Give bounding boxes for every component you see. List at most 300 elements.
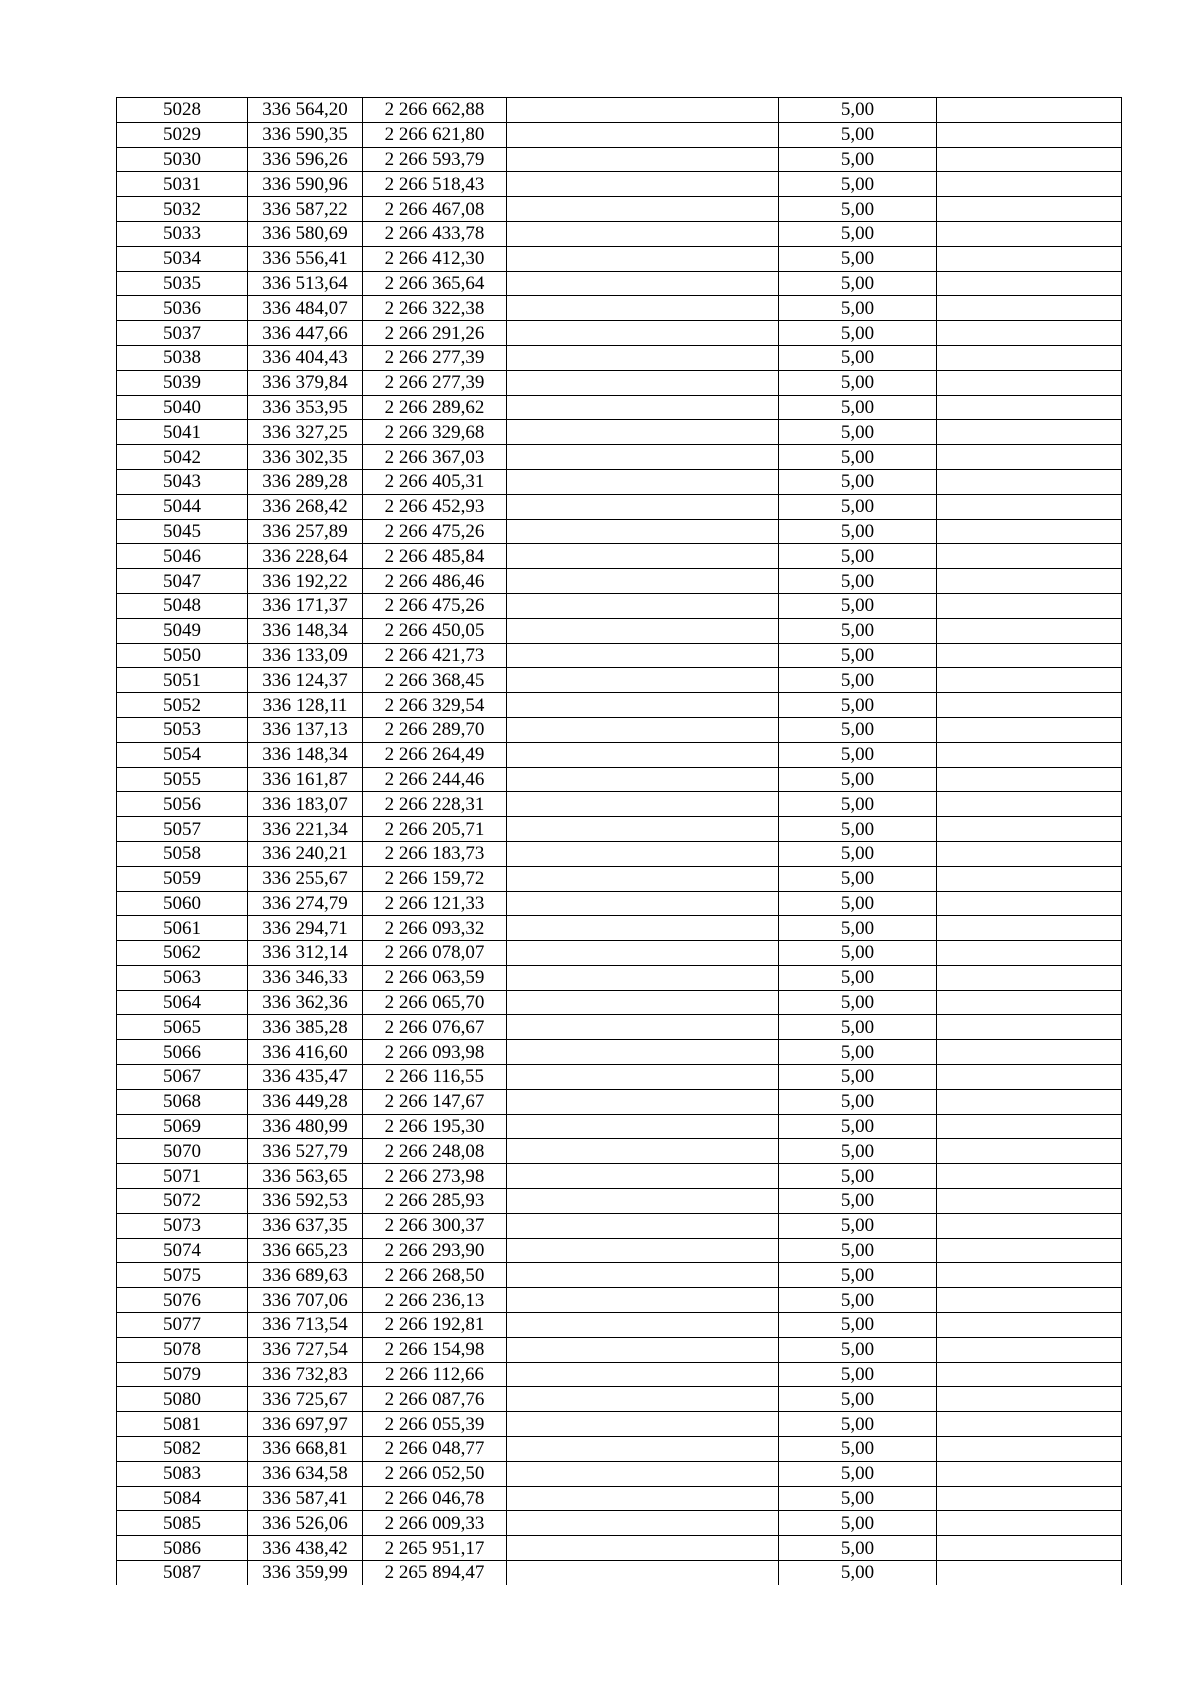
y-coordinate-cell: 2 266 367,03 [363, 445, 507, 470]
empty-cell [937, 1288, 1122, 1313]
empty-cell [507, 345, 779, 370]
x-coordinate-cell: 336 556,41 [248, 246, 363, 271]
y-coordinate-cell: 2 266 063,59 [363, 965, 507, 990]
point-number-cell: 5035 [117, 271, 248, 296]
accuracy-cell: 5,00 [779, 246, 937, 271]
x-coordinate-cell: 336 255,67 [248, 866, 363, 891]
y-coordinate-cell: 2 266 264,49 [363, 742, 507, 767]
point-number-cell: 5033 [117, 221, 248, 246]
accuracy-cell: 5,00 [779, 271, 937, 296]
empty-cell [937, 1437, 1122, 1462]
x-coordinate-cell: 336 289,28 [248, 469, 363, 494]
point-number-cell: 5071 [117, 1164, 248, 1189]
y-coordinate-cell: 2 266 329,68 [363, 420, 507, 445]
point-number-cell: 5072 [117, 1189, 248, 1214]
accuracy-cell: 5,00 [779, 1213, 937, 1238]
point-number-cell: 5053 [117, 717, 248, 742]
accuracy-cell: 5,00 [779, 420, 937, 445]
table-row [117, 1461, 1122, 1486]
table-row [117, 1238, 1122, 1263]
y-coordinate-cell: 2 266 662,88 [363, 98, 507, 123]
table-row [117, 197, 1122, 222]
empty-cell [507, 98, 779, 123]
y-coordinate-cell: 2 266 452,93 [363, 494, 507, 519]
empty-cell [507, 469, 779, 494]
x-coordinate-cell: 336 228,64 [248, 544, 363, 569]
x-coordinate-cell: 336 590,35 [248, 122, 363, 147]
empty-cell [937, 767, 1122, 792]
point-number-cell: 5070 [117, 1139, 248, 1164]
x-coordinate-cell: 336 148,34 [248, 618, 363, 643]
empty-cell [507, 841, 779, 866]
empty-cell [937, 1238, 1122, 1263]
x-coordinate-cell: 336 596,26 [248, 147, 363, 172]
table-row [117, 544, 1122, 569]
y-coordinate-cell: 2 266 052,50 [363, 1461, 507, 1486]
point-number-cell: 5080 [117, 1387, 248, 1412]
y-coordinate-cell: 2 266 486,46 [363, 569, 507, 594]
point-number-cell: 5085 [117, 1511, 248, 1536]
accuracy-cell: 5,00 [779, 345, 937, 370]
empty-cell [507, 197, 779, 222]
y-coordinate-cell: 2 266 593,79 [363, 147, 507, 172]
y-coordinate-cell: 2 266 048,77 [363, 1437, 507, 1462]
y-coordinate-cell: 2 266 293,90 [363, 1238, 507, 1263]
table-row [117, 1412, 1122, 1437]
point-number-cell: 5067 [117, 1065, 248, 1090]
empty-cell [937, 1313, 1122, 1338]
empty-cell [937, 1337, 1122, 1362]
empty-cell [937, 1213, 1122, 1238]
accuracy-cell: 5,00 [779, 221, 937, 246]
empty-cell [937, 1114, 1122, 1139]
y-coordinate-cell: 2 266 183,73 [363, 841, 507, 866]
y-coordinate-cell: 2 266 329,54 [363, 693, 507, 718]
y-coordinate-cell: 2 266 405,31 [363, 469, 507, 494]
accuracy-cell: 5,00 [779, 916, 937, 941]
point-number-cell: 5037 [117, 321, 248, 346]
accuracy-cell: 5,00 [779, 990, 937, 1015]
point-number-cell: 5050 [117, 643, 248, 668]
empty-cell [937, 172, 1122, 197]
x-coordinate-cell: 336 124,37 [248, 668, 363, 693]
accuracy-cell: 5,00 [779, 494, 937, 519]
y-coordinate-cell: 2 266 412,30 [363, 246, 507, 271]
empty-cell [937, 98, 1122, 123]
y-coordinate-cell: 2 265 951,17 [363, 1536, 507, 1561]
x-coordinate-cell: 336 416,60 [248, 1040, 363, 1065]
point-number-cell: 5049 [117, 618, 248, 643]
empty-cell [507, 1065, 779, 1090]
empty-cell [937, 395, 1122, 420]
accuracy-cell: 5,00 [779, 1015, 937, 1040]
table-row [117, 643, 1122, 668]
x-coordinate-cell: 336 590,96 [248, 172, 363, 197]
x-coordinate-cell: 336 526,06 [248, 1511, 363, 1536]
empty-cell [507, 1288, 779, 1313]
empty-cell [937, 916, 1122, 941]
table-row [117, 98, 1122, 123]
point-number-cell: 5046 [117, 544, 248, 569]
y-coordinate-cell: 2 266 116,55 [363, 1065, 507, 1090]
table-row [117, 618, 1122, 643]
empty-cell [937, 1387, 1122, 1412]
y-coordinate-cell: 2 266 154,98 [363, 1337, 507, 1362]
accuracy-cell: 5,00 [779, 1288, 937, 1313]
table-row [117, 1040, 1122, 1065]
point-number-cell: 5047 [117, 569, 248, 594]
empty-cell [507, 1337, 779, 1362]
empty-cell [937, 1189, 1122, 1214]
point-number-cell: 5031 [117, 172, 248, 197]
empty-cell [937, 1412, 1122, 1437]
y-coordinate-cell: 2 266 365,64 [363, 271, 507, 296]
y-coordinate-cell: 2 266 009,33 [363, 1511, 507, 1536]
accuracy-cell: 5,00 [779, 1511, 937, 1536]
accuracy-cell: 5,00 [779, 1089, 937, 1114]
coordinates-table [116, 97, 1122, 1585]
x-coordinate-cell: 336 697,97 [248, 1412, 363, 1437]
point-number-cell: 5065 [117, 1015, 248, 1040]
accuracy-cell: 5,00 [779, 817, 937, 842]
empty-cell [937, 1561, 1122, 1585]
empty-cell [937, 197, 1122, 222]
accuracy-cell: 5,00 [779, 569, 937, 594]
x-coordinate-cell: 336 327,25 [248, 420, 363, 445]
x-coordinate-cell: 336 587,22 [248, 197, 363, 222]
table-row [117, 321, 1122, 346]
x-coordinate-cell: 336 689,63 [248, 1263, 363, 1288]
y-coordinate-cell: 2 266 518,43 [363, 172, 507, 197]
x-coordinate-cell: 336 564,20 [248, 98, 363, 123]
empty-cell [937, 668, 1122, 693]
y-coordinate-cell: 2 266 475,26 [363, 593, 507, 618]
y-coordinate-cell: 2 266 291,26 [363, 321, 507, 346]
empty-cell [937, 445, 1122, 470]
table-row [117, 891, 1122, 916]
accuracy-cell: 5,00 [779, 965, 937, 990]
table-row [117, 370, 1122, 395]
table-row [117, 469, 1122, 494]
empty-cell [937, 271, 1122, 296]
table-row [117, 519, 1122, 544]
table-row [117, 841, 1122, 866]
point-number-cell: 5032 [117, 197, 248, 222]
empty-cell [507, 544, 779, 569]
y-coordinate-cell: 2 266 228,31 [363, 792, 507, 817]
x-coordinate-cell: 336 447,66 [248, 321, 363, 346]
table-row [117, 296, 1122, 321]
x-coordinate-cell: 336 435,47 [248, 1065, 363, 1090]
table-row [117, 941, 1122, 966]
accuracy-cell: 5,00 [779, 1461, 937, 1486]
table-row [117, 717, 1122, 742]
empty-cell [507, 1189, 779, 1214]
x-coordinate-cell: 336 727,54 [248, 1337, 363, 1362]
empty-cell [937, 618, 1122, 643]
table-row [117, 1362, 1122, 1387]
empty-cell [937, 370, 1122, 395]
empty-cell [937, 1511, 1122, 1536]
empty-cell [937, 1263, 1122, 1288]
empty-cell [507, 271, 779, 296]
x-coordinate-cell: 336 668,81 [248, 1437, 363, 1462]
point-number-cell: 5034 [117, 246, 248, 271]
empty-cell [937, 1015, 1122, 1040]
x-coordinate-cell: 336 480,99 [248, 1114, 363, 1139]
point-number-cell: 5061 [117, 916, 248, 941]
y-coordinate-cell: 2 266 289,62 [363, 395, 507, 420]
accuracy-cell: 5,00 [779, 866, 937, 891]
accuracy-cell: 5,00 [779, 1362, 937, 1387]
empty-cell [937, 742, 1122, 767]
y-coordinate-cell: 2 266 273,98 [363, 1164, 507, 1189]
empty-cell [507, 693, 779, 718]
empty-cell [507, 1313, 779, 1338]
empty-cell [937, 1040, 1122, 1065]
accuracy-cell: 5,00 [779, 1189, 937, 1214]
x-coordinate-cell: 336 268,42 [248, 494, 363, 519]
x-coordinate-cell: 336 312,14 [248, 941, 363, 966]
x-coordinate-cell: 336 725,67 [248, 1387, 363, 1412]
accuracy-cell: 5,00 [779, 841, 937, 866]
y-coordinate-cell: 2 266 046,78 [363, 1486, 507, 1511]
empty-cell [937, 1536, 1122, 1561]
table-row [117, 1486, 1122, 1511]
empty-cell [507, 941, 779, 966]
empty-cell [937, 817, 1122, 842]
empty-cell [507, 817, 779, 842]
point-number-cell: 5036 [117, 296, 248, 321]
y-coordinate-cell: 2 266 192,81 [363, 1313, 507, 1338]
accuracy-cell: 5,00 [779, 1437, 937, 1462]
empty-cell [507, 122, 779, 147]
accuracy-cell: 5,00 [779, 891, 937, 916]
empty-cell [507, 1213, 779, 1238]
empty-cell [937, 891, 1122, 916]
empty-cell [507, 519, 779, 544]
accuracy-cell: 5,00 [779, 172, 937, 197]
point-number-cell: 5057 [117, 817, 248, 842]
table-row [117, 866, 1122, 891]
accuracy-cell: 5,00 [779, 593, 937, 618]
empty-cell [507, 1089, 779, 1114]
point-number-cell: 5069 [117, 1114, 248, 1139]
empty-cell [507, 147, 779, 172]
empty-cell [937, 221, 1122, 246]
y-coordinate-cell: 2 266 421,73 [363, 643, 507, 668]
table-row [117, 1288, 1122, 1313]
x-coordinate-cell: 336 592,53 [248, 1189, 363, 1214]
table-row [117, 569, 1122, 594]
accuracy-cell: 5,00 [779, 1337, 937, 1362]
table-row [117, 1114, 1122, 1139]
empty-cell [507, 1461, 779, 1486]
y-coordinate-cell: 2 266 368,45 [363, 668, 507, 693]
table-row [117, 990, 1122, 1015]
x-coordinate-cell: 336 353,95 [248, 395, 363, 420]
accuracy-cell: 5,00 [779, 1263, 937, 1288]
empty-cell [507, 1263, 779, 1288]
point-number-cell: 5063 [117, 965, 248, 990]
point-number-cell: 5042 [117, 445, 248, 470]
y-coordinate-cell: 2 266 065,70 [363, 990, 507, 1015]
empty-cell [507, 1437, 779, 1462]
accuracy-cell: 5,00 [779, 767, 937, 792]
x-coordinate-cell: 336 513,64 [248, 271, 363, 296]
empty-cell [507, 618, 779, 643]
empty-cell [507, 916, 779, 941]
y-coordinate-cell: 2 266 277,39 [363, 345, 507, 370]
table-row [117, 1263, 1122, 1288]
table-row [117, 1561, 1122, 1585]
table-row [117, 916, 1122, 941]
y-coordinate-cell: 2 266 268,50 [363, 1263, 507, 1288]
y-coordinate-cell: 2 266 285,93 [363, 1189, 507, 1214]
x-coordinate-cell: 336 449,28 [248, 1089, 363, 1114]
accuracy-cell: 5,00 [779, 1387, 937, 1412]
y-coordinate-cell: 2 266 112,66 [363, 1362, 507, 1387]
accuracy-cell: 5,00 [779, 445, 937, 470]
point-number-cell: 5056 [117, 792, 248, 817]
x-coordinate-cell: 336 732,83 [248, 1362, 363, 1387]
point-number-cell: 5028 [117, 98, 248, 123]
table-row [117, 742, 1122, 767]
empty-cell [937, 469, 1122, 494]
x-coordinate-cell: 336 133,09 [248, 643, 363, 668]
empty-cell [507, 1362, 779, 1387]
point-number-cell: 5030 [117, 147, 248, 172]
x-coordinate-cell: 336 302,35 [248, 445, 363, 470]
accuracy-cell: 5,00 [779, 1561, 937, 1585]
point-number-cell: 5052 [117, 693, 248, 718]
empty-cell [507, 1040, 779, 1065]
empty-cell [937, 1461, 1122, 1486]
accuracy-cell: 5,00 [779, 1536, 937, 1561]
table-row [117, 345, 1122, 370]
empty-cell [937, 147, 1122, 172]
y-coordinate-cell: 2 266 277,39 [363, 370, 507, 395]
empty-cell [937, 544, 1122, 569]
empty-cell [937, 321, 1122, 346]
empty-cell [507, 445, 779, 470]
point-number-cell: 5043 [117, 469, 248, 494]
x-coordinate-cell: 336 665,23 [248, 1238, 363, 1263]
y-coordinate-cell: 2 266 475,26 [363, 519, 507, 544]
x-coordinate-cell: 336 359,99 [248, 1561, 363, 1585]
point-number-cell: 5086 [117, 1536, 248, 1561]
point-number-cell: 5060 [117, 891, 248, 916]
empty-cell [507, 296, 779, 321]
point-number-cell: 5082 [117, 1437, 248, 1462]
empty-cell [507, 767, 779, 792]
table-row [117, 1387, 1122, 1412]
empty-cell [937, 990, 1122, 1015]
point-number-cell: 5045 [117, 519, 248, 544]
y-coordinate-cell: 2 266 289,70 [363, 717, 507, 742]
accuracy-cell: 5,00 [779, 370, 937, 395]
point-number-cell: 5077 [117, 1313, 248, 1338]
accuracy-cell: 5,00 [779, 98, 937, 123]
empty-cell [937, 345, 1122, 370]
empty-cell [937, 841, 1122, 866]
empty-cell [937, 1065, 1122, 1090]
table-row [117, 1189, 1122, 1214]
empty-cell [507, 395, 779, 420]
y-coordinate-cell: 2 266 450,05 [363, 618, 507, 643]
table-row [117, 1089, 1122, 1114]
point-number-cell: 5076 [117, 1288, 248, 1313]
x-coordinate-cell: 336 484,07 [248, 296, 363, 321]
x-coordinate-cell: 336 707,06 [248, 1288, 363, 1313]
x-coordinate-cell: 336 346,33 [248, 965, 363, 990]
empty-cell [937, 1089, 1122, 1114]
empty-cell [507, 1164, 779, 1189]
empty-cell [507, 172, 779, 197]
point-number-cell: 5066 [117, 1040, 248, 1065]
empty-cell [507, 593, 779, 618]
point-number-cell: 5048 [117, 593, 248, 618]
accuracy-cell: 5,00 [779, 296, 937, 321]
empty-cell [507, 792, 779, 817]
point-number-cell: 5054 [117, 742, 248, 767]
point-number-cell: 5084 [117, 1486, 248, 1511]
accuracy-cell: 5,00 [779, 197, 937, 222]
x-coordinate-cell: 336 148,34 [248, 742, 363, 767]
accuracy-cell: 5,00 [779, 618, 937, 643]
point-number-cell: 5040 [117, 395, 248, 420]
empty-cell [937, 1139, 1122, 1164]
empty-cell [937, 1362, 1122, 1387]
x-coordinate-cell: 336 171,37 [248, 593, 363, 618]
accuracy-cell: 5,00 [779, 1313, 937, 1338]
table-row [117, 767, 1122, 792]
table-row [117, 1536, 1122, 1561]
point-number-cell: 5087 [117, 1561, 248, 1585]
y-coordinate-cell: 2 266 467,08 [363, 197, 507, 222]
accuracy-cell: 5,00 [779, 395, 937, 420]
x-coordinate-cell: 336 404,43 [248, 345, 363, 370]
empty-cell [507, 643, 779, 668]
y-coordinate-cell: 2 266 485,84 [363, 544, 507, 569]
table-row [117, 1213, 1122, 1238]
table-row [117, 221, 1122, 246]
table-row [117, 1139, 1122, 1164]
empty-cell [937, 1486, 1122, 1511]
accuracy-cell: 5,00 [779, 321, 937, 346]
accuracy-cell: 5,00 [779, 1040, 937, 1065]
accuracy-cell: 5,00 [779, 1065, 937, 1090]
empty-cell [507, 990, 779, 1015]
x-coordinate-cell: 336 240,21 [248, 841, 363, 866]
accuracy-cell: 5,00 [779, 792, 937, 817]
point-number-cell: 5058 [117, 841, 248, 866]
accuracy-cell: 5,00 [779, 643, 937, 668]
x-coordinate-cell: 336 379,84 [248, 370, 363, 395]
point-number-cell: 5074 [117, 1238, 248, 1263]
empty-cell [937, 693, 1122, 718]
table-row [117, 1164, 1122, 1189]
x-coordinate-cell: 336 294,71 [248, 916, 363, 941]
table-row [117, 246, 1122, 271]
empty-cell [937, 717, 1122, 742]
x-coordinate-cell: 336 192,22 [248, 569, 363, 594]
accuracy-cell: 5,00 [779, 717, 937, 742]
table-row [117, 1337, 1122, 1362]
point-number-cell: 5083 [117, 1461, 248, 1486]
y-coordinate-cell: 2 266 236,13 [363, 1288, 507, 1313]
empty-cell [507, 1536, 779, 1561]
